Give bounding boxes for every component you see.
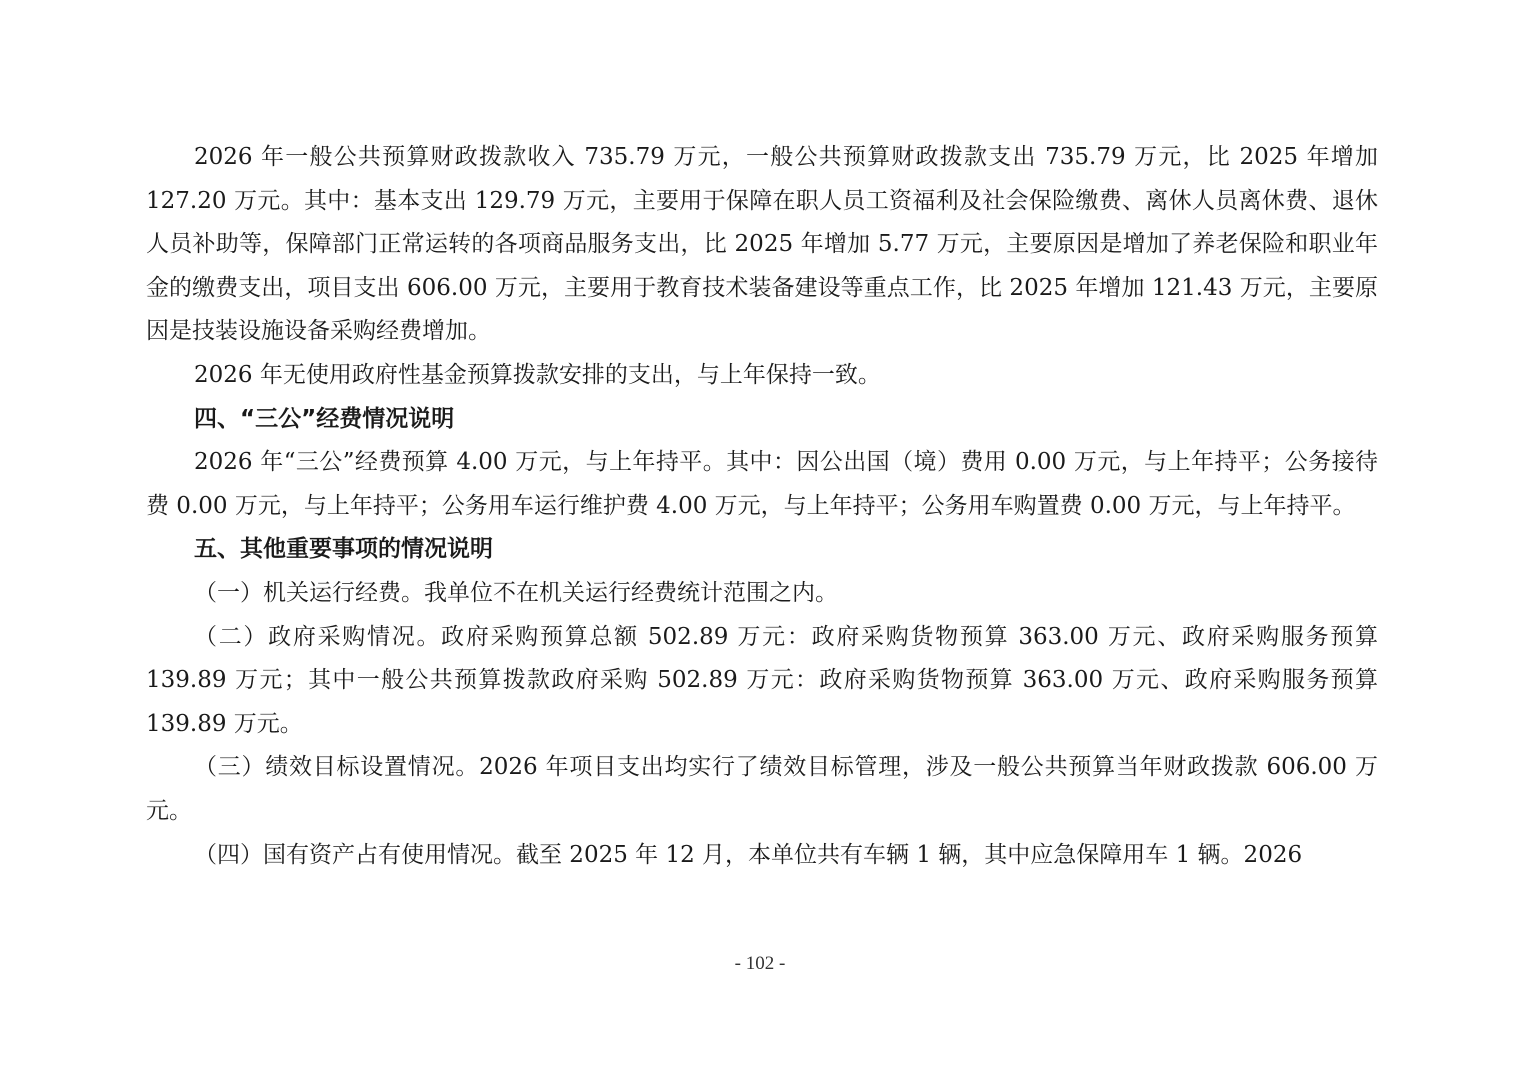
document-body (146, 136, 1378, 877)
paragraph-agency-operating-costs: （一）机关运行经费。我单位不在机关运行经费统计范围之内。 (194, 579, 838, 606)
section-heading-three-public: 四、“三公”经费情况说明 (194, 405, 455, 432)
paragraph-three-public-expenses: 2026 年“三公”经费预算 4.00 万元，与上年持平。其中：因公出国（境）费用 0.00 万元，与上年持平；公务接待费 0.00 万元，与上年持平；公务用车运行维护费 4.00 万元，与上年持平；公务用车购置费 0.00 万元，与上年持平。 (146, 449, 1378, 519)
page-number: - 102 - (734, 953, 786, 974)
paragraph-government-procurement: （二）政府采购情况。政府采购预算总额 502.89 万元：政府采购货物预算 363.00 万元、政府采购服务预算 139.89 万元；其中一般公共预算拨款政府采购 502.89 万元：政府采购货物预算 363.00 万元、政府采购服务预算 139.89 万元。 (146, 623, 1378, 737)
section-heading-other-matters: 五、其他重要事项的情况说明 (194, 536, 493, 563)
paragraph-state-assets: （四）国有资产占有使用情况。截至 2025 年 12 月，本单位共有车辆 1 辆，其中应急保障用车 1 辆。2026 (194, 841, 1303, 868)
paragraph-performance-targets: （三）绩效目标设置情况。2026 年项目支出均实行了绩效目标管理，涉及一般公共预算当年财政拨款 606.00 万元。 (146, 754, 1378, 824)
paragraph-general-budget: 2026 年一般公共预算财政拨款收入 735.79 万元，一般公共预算财政拨款支出 735.79 万元，比 2025 年增加 127.20 万元。其中：基本支出 129.79 万元，主要用于保障在职人员工资福利及社会保险缴费、离休人员离休费、退休人员补助等，保障部门正常运转的各项商品服务支出，比 2025 年增加 5.77 万元，主要原因是增加了养老保险和职业年金的缴费支出，项目支出 606.00 万元，主要用于教育技术装备建设等重点工作，比 2025 年增加 121.43 万元，主要原因是技装设施设备采购经费增加。 (146, 144, 1378, 345)
paragraph-government-fund: 2026 年无使用政府性基金预算拨款安排的支出，与上年保持一致。 (194, 361, 881, 388)
